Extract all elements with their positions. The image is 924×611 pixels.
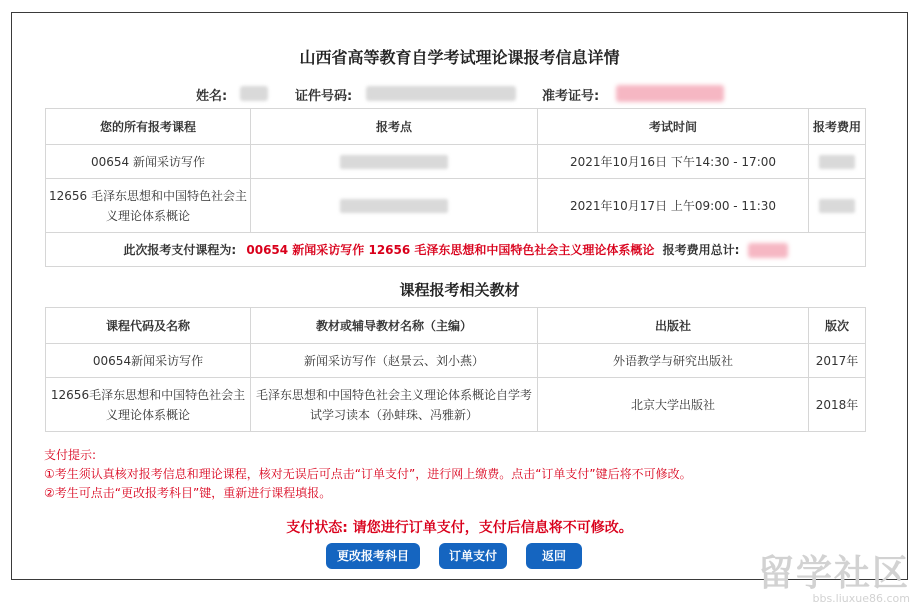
header-edition: 版次	[809, 308, 866, 344]
name-value-redacted	[240, 86, 268, 101]
exam-site-redacted	[340, 199, 448, 213]
courses-table	[45, 108, 866, 267]
watermark	[758, 555, 910, 605]
change-courses-button[interactable]: 更改报考科目	[326, 543, 420, 569]
tips-line-2: ②考生可点击“更改报考科目”键，重新进行课程填报。	[44, 486, 332, 500]
book-cell: 新闻采访写作（赵景云、刘小燕）	[251, 344, 538, 378]
exam-time-cell: 2021年10月16日 下午14:30 - 17:00	[538, 145, 809, 179]
publisher-cell: 外语教学与研究出版社	[538, 344, 809, 378]
exam-site-cell	[251, 179, 538, 233]
fee-cell	[809, 179, 866, 233]
fee-total-redacted	[748, 243, 788, 258]
watermark-logo: 留学社区	[757, 553, 910, 594]
tips-heading: 支付提示:	[44, 448, 97, 462]
pay-label: 此次报考支付课程为:	[123, 243, 237, 257]
watermark-url: bbs.liuxue86.com	[812, 592, 910, 605]
fee-cell	[809, 145, 866, 179]
tips-line-1: ①考生须认真核对报考信息和理论课程，核对无误后可点击“订单支付”，进行网上缴费。点击“订单支付”键后将不可修改。	[44, 467, 692, 481]
page-title: 山西省高等教育自学考试理论课报考信息详情	[299, 48, 620, 67]
table-header-row	[46, 308, 866, 344]
fee-total-label: 报考费用总计:	[662, 243, 740, 257]
header-fee: 报考费用	[809, 109, 866, 145]
back-button[interactable]: 返回	[526, 543, 582, 569]
exam-no-label: 准考证号:	[542, 89, 600, 104]
exam-site-cell	[251, 145, 538, 179]
id-label: 证件号码:	[295, 89, 353, 104]
course-code-cell: 00654新闻采访写作	[46, 344, 251, 378]
pay-courses: 00654 新闻采访写作 12656 毛泽东思想和中国特色社会主义理论体系概论	[246, 243, 655, 257]
materials-table	[45, 307, 866, 432]
table-row	[46, 344, 866, 378]
header-publisher: 出版社	[538, 308, 809, 344]
table-row	[46, 179, 866, 233]
header-exam-time: 考试时间	[538, 109, 809, 145]
candidate-info	[12, 83, 907, 103]
order-pay-button[interactable]: 订单支付	[439, 543, 507, 569]
payment-tips	[44, 446, 692, 503]
course-cell: 12656 毛泽东思想和中国特色社会主义理论体系概论	[46, 179, 251, 233]
fee-redacted	[819, 155, 855, 169]
page-frame	[11, 12, 908, 580]
publisher-cell: 北京大学出版社	[538, 378, 809, 432]
course-code-cell: 12656毛泽东思想和中国特色社会主义理论体系概论	[46, 378, 251, 432]
exam-no-value-redacted	[616, 85, 724, 102]
payment-summary-cell	[46, 233, 866, 267]
book-cell: 毛泽东思想和中国特色社会主义理论体系概论自学考试学习读本（孙蚌珠、冯雅新）	[251, 378, 538, 432]
exam-site-redacted	[340, 155, 448, 169]
header-exam-site: 报考点	[251, 109, 538, 145]
payment-status: 支付状态: 请您进行订单支付，支付后信息将不可修改。	[286, 520, 633, 536]
edition-cell: 2017年	[809, 344, 866, 378]
exam-time-cell: 2021年10月17日 上午09:00 - 11:30	[538, 179, 809, 233]
name-label: 姓名:	[196, 89, 228, 104]
header-course: 您的所有报考课程	[46, 109, 251, 145]
edition-cell: 2018年	[809, 378, 866, 432]
header-course-code: 课程代码及名称	[46, 308, 251, 344]
id-value-redacted	[366, 86, 516, 101]
table-row	[46, 378, 866, 432]
table-header-row	[46, 109, 866, 145]
fee-redacted	[819, 199, 855, 213]
header-book: 教材或辅导教材名称（主编）	[251, 308, 538, 344]
course-cell: 00654 新闻采访写作	[46, 145, 251, 179]
materials-section-title: 课程报考相关教材	[399, 281, 520, 299]
table-row	[46, 145, 866, 179]
payment-summary-row	[46, 233, 866, 267]
